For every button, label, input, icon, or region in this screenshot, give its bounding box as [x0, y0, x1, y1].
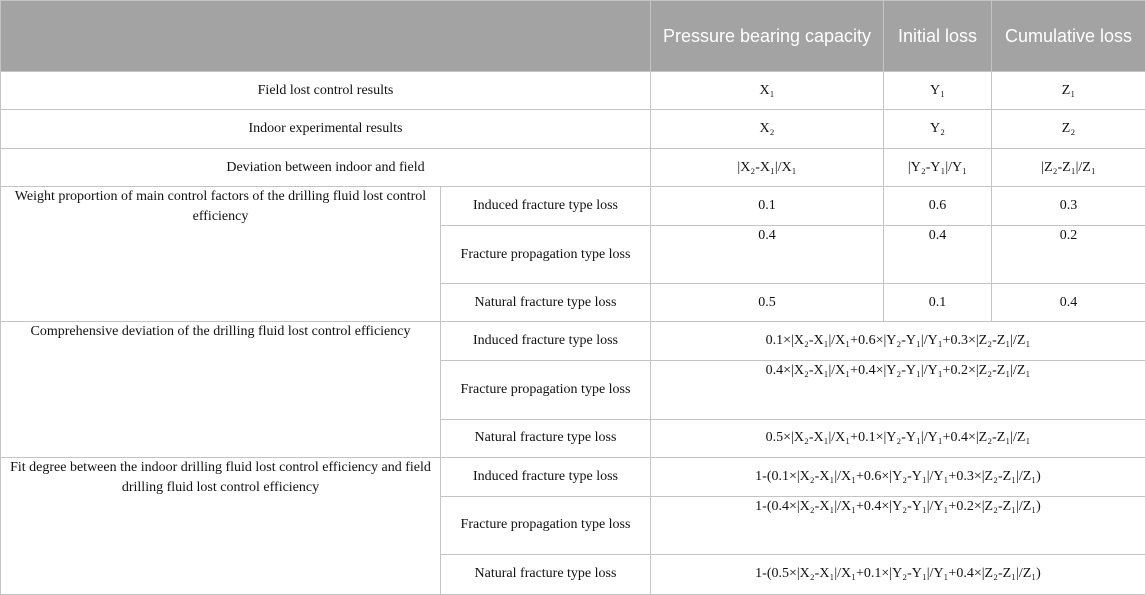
loss-type-label: Natural fracture type loss — [441, 419, 651, 457]
cell-z: Z₁ — [992, 72, 1145, 110]
table-row — [1, 187, 1145, 226]
cell-y: Y₂ — [884, 110, 992, 149]
row-label: Field lost control results — [1, 72, 651, 110]
table-row — [1, 457, 1145, 496]
group-label-comprehensive: Comprehensive deviation of the drilling fluid lost control efficiency — [1, 322, 441, 457]
cell-z: 0.2 — [992, 226, 1145, 284]
cell-x: 0.1 — [651, 187, 884, 226]
row-label: Deviation between indoor and field — [1, 149, 651, 187]
cell-z: 0.3 — [992, 187, 1145, 226]
table-row — [1, 72, 1145, 110]
cell-y: Y₁ — [884, 72, 992, 110]
group-label-fit: Fit degree between the indoor drilling fluid lost control efficiency and field drilling fluid lost control efficiency — [1, 457, 441, 594]
cell-z: |Z₂-Z₁|/Z₁ — [992, 149, 1145, 187]
cell-z: 0.4 — [992, 284, 1145, 322]
formula-cell: 1-(0.5×|X₂-X₁|/X₁+0.1×|Y₂-Y₁|/Y₁+0.4×|Z₂-Z₁|/Z₁) — [651, 554, 1145, 594]
loss-type-label: Fracture propagation type loss — [441, 226, 651, 284]
group-label-weight: Weight proportion of main control factors of the drilling fluid lost control efficiency — [1, 187, 441, 322]
cell-z: Z₂ — [992, 110, 1145, 149]
loss-type-label: Natural fracture type loss — [441, 554, 651, 594]
header-cumulative-loss: Cumulative loss — [992, 1, 1145, 72]
formula-cell: 0.1×|X₂-X₁|/X₁+0.6×|Y₂-Y₁|/Y₁+0.3×|Z₂-Z₁|/Z₁ — [651, 322, 1145, 361]
header-initial-loss: Initial loss — [884, 1, 992, 72]
loss-type-label: Natural fracture type loss — [441, 284, 651, 322]
table-row — [1, 322, 1145, 361]
cell-x: X₁ — [651, 72, 884, 110]
header-blank — [1, 1, 651, 72]
cell-x: 0.4 — [651, 226, 884, 284]
header-pressure-bearing-capacity: Pressure bearing capacity — [651, 1, 884, 72]
loss-type-label: Fracture propagation type loss — [441, 496, 651, 554]
cell-x: 0.5 — [651, 284, 884, 322]
row-label: Indoor experimental results — [1, 110, 651, 149]
loss-type-label: Induced fracture type loss — [441, 187, 651, 226]
loss-type-label: Induced fracture type loss — [441, 322, 651, 361]
loss-type-label: Fracture propagation type loss — [441, 361, 651, 419]
cell-y: 0.6 — [884, 187, 992, 226]
table-row — [1, 110, 1145, 149]
table-row — [1, 149, 1145, 187]
formula-cell: 1-(0.4×|X₂-X₁|/X₁+0.4×|Y₂-Y₁|/Y₁+0.2×|Z₂-Z₁|/Z₁) — [651, 496, 1145, 554]
cell-x: X₂ — [651, 110, 884, 149]
cell-y: 0.1 — [884, 284, 992, 322]
cell-x: |X₂-X₁|/X₁ — [651, 149, 884, 187]
cell-y: |Y₂-Y₁|/Y₁ — [884, 149, 992, 187]
loss-type-label: Induced fracture type loss — [441, 457, 651, 496]
header-row — [1, 1, 1145, 72]
cell-y: 0.4 — [884, 226, 992, 284]
formula-cell: 1-(0.1×|X₂-X₁|/X₁+0.6×|Y₂-Y₁|/Y₁+0.3×|Z₂-Z₁|/Z₁) — [651, 457, 1145, 496]
formula-cell: 0.5×|X₂-X₁|/X₁+0.1×|Y₂-Y₁|/Y₁+0.4×|Z₂-Z₁|/Z₁ — [651, 419, 1145, 457]
formula-cell: 0.4×|X₂-X₁|/X₁+0.4×|Y₂-Y₁|/Y₁+0.2×|Z₂-Z₁|/Z₁ — [651, 361, 1145, 419]
